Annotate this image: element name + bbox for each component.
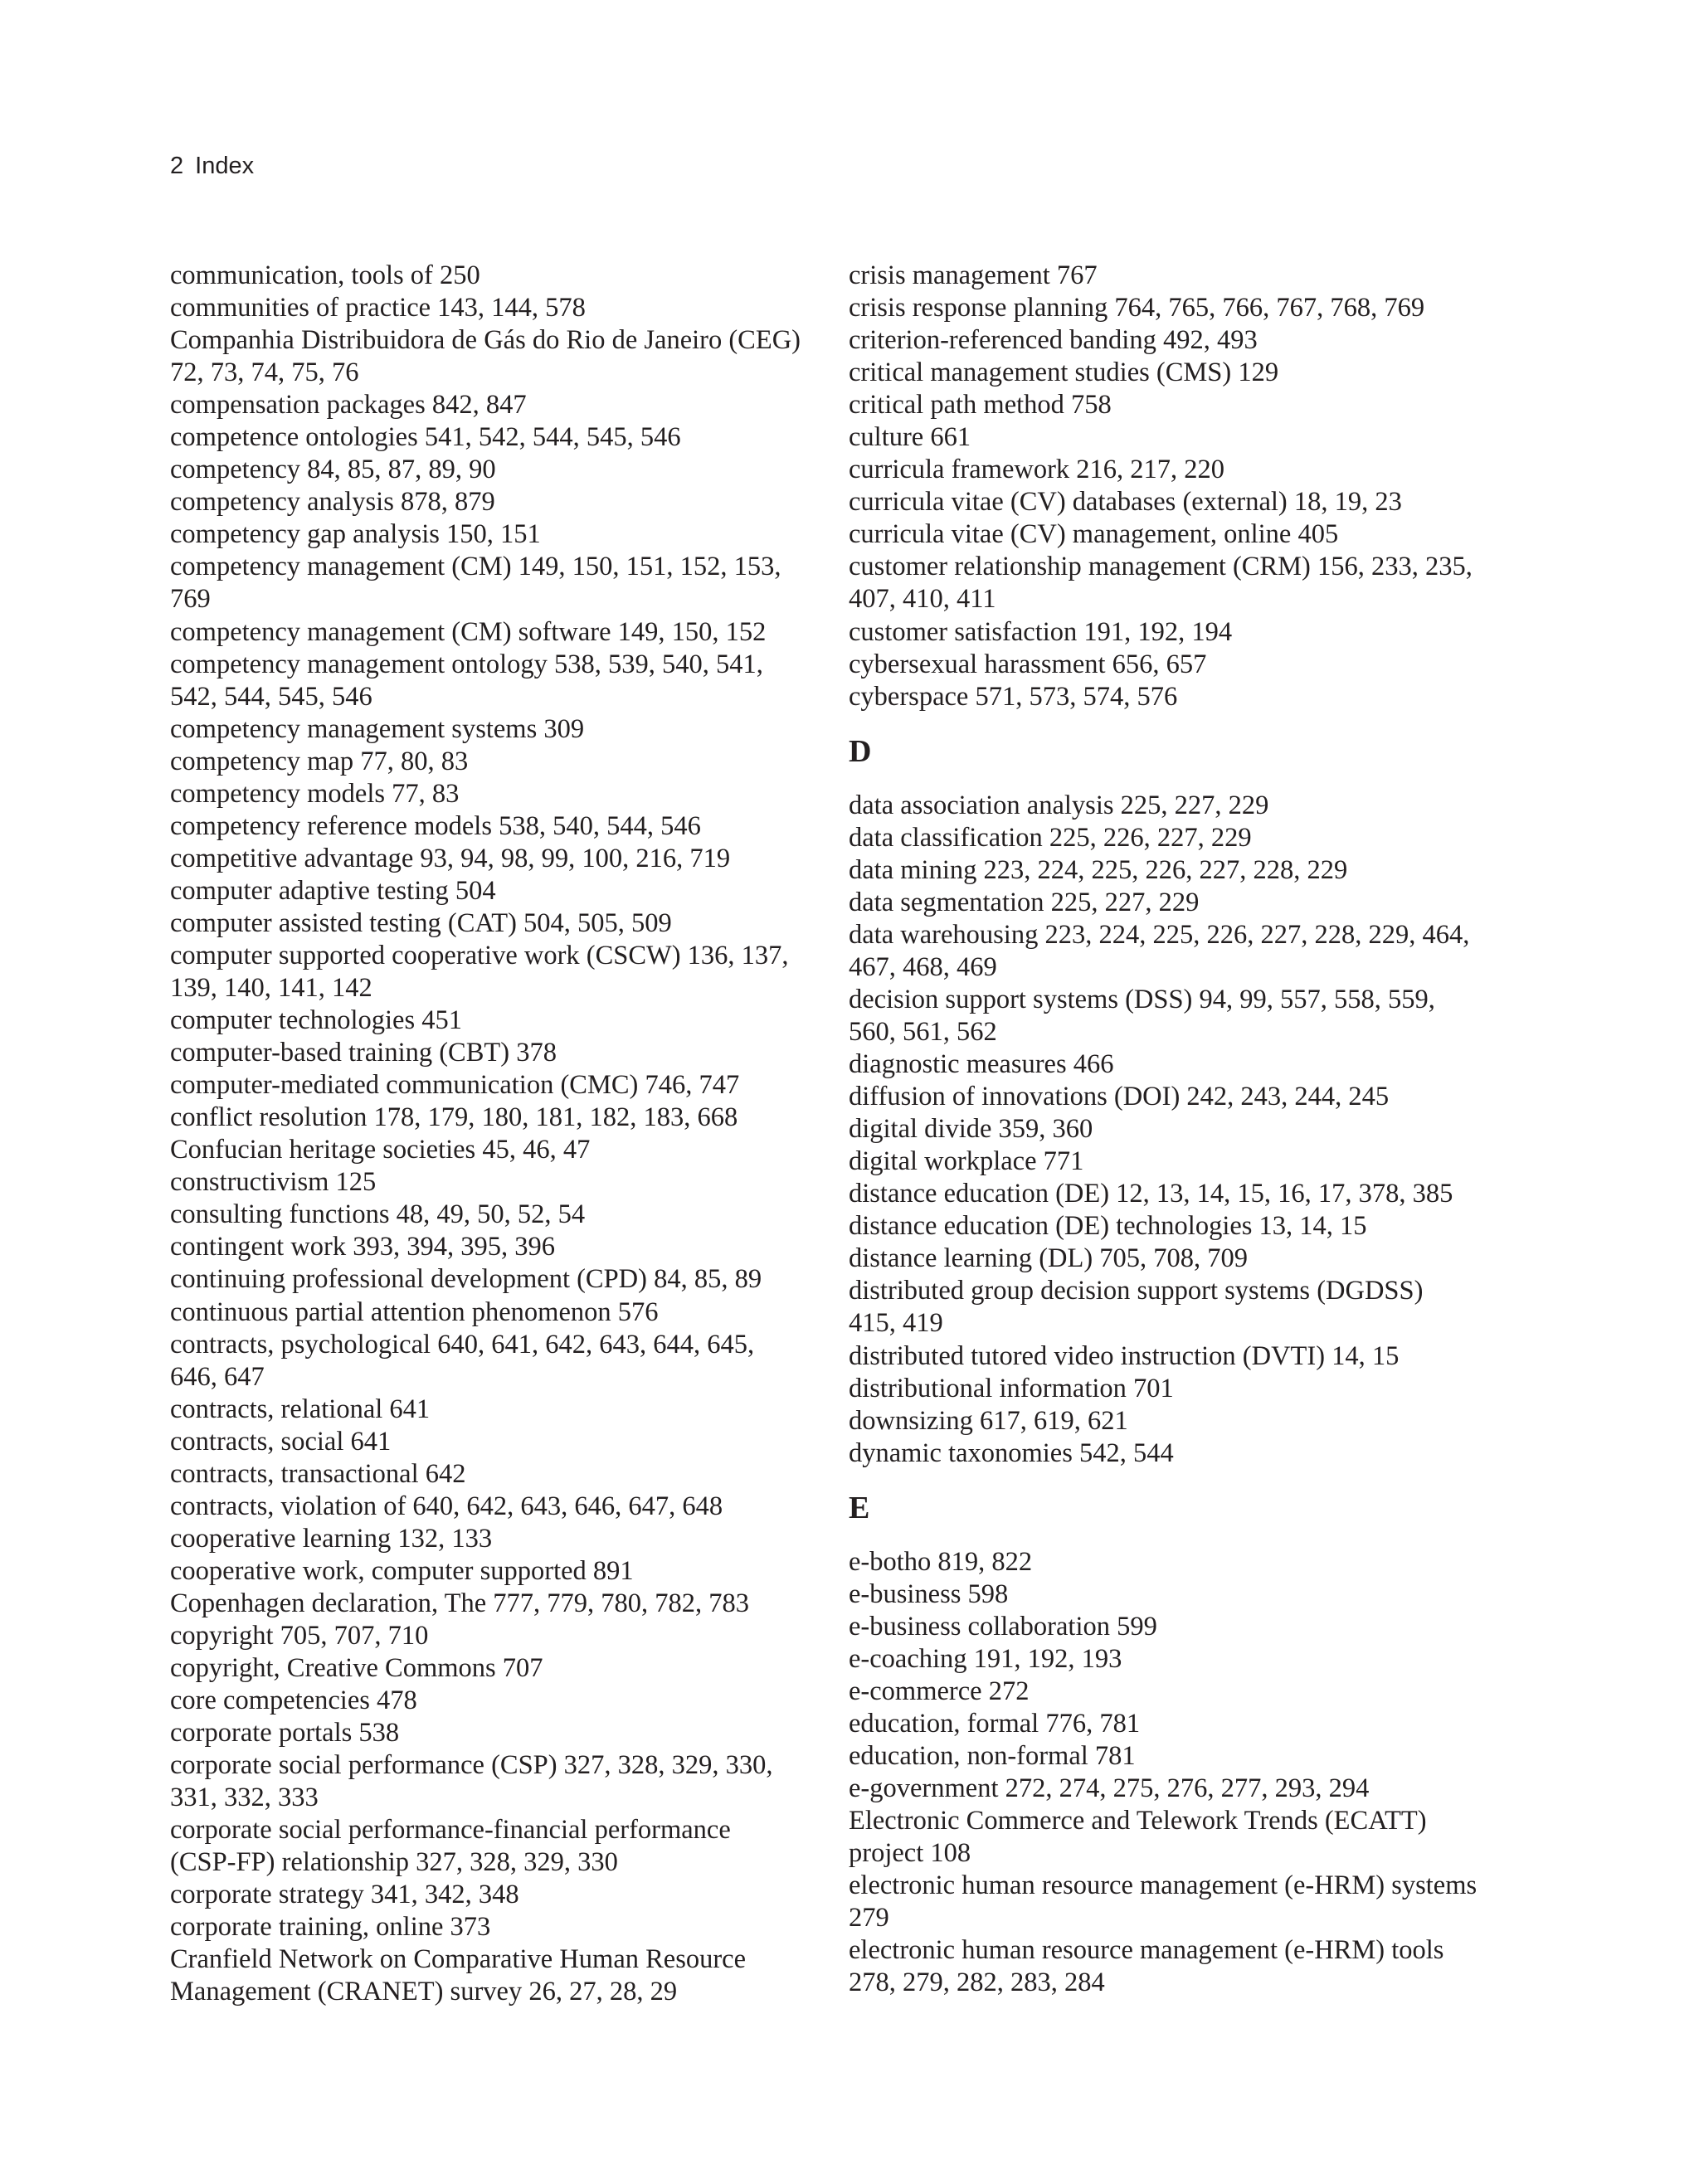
index-entry [849,887,1529,919]
index-entry-text: corporate social performance (CSP) 327, 328, 329, 330, [170,1750,773,1781]
index-entry-text: continuing professional development (CPD) 84, 85, 89 [170,1264,762,1295]
index-entry-text: competency 84, 85, 87, 89, 90 [170,455,496,485]
index-entry [170,1458,850,1491]
index-entry [170,1263,850,1296]
index-entry [170,1749,850,1814]
index-entry [849,1870,1529,1934]
index-entry [170,292,850,324]
index-entry [849,1275,1529,1340]
index-entry [170,1879,850,1911]
index-entry-text: competency reference models 538, 540, 544, 546 [170,810,701,841]
index-entry-text: computer supported cooperative work (CSCW) 136, 137, [170,940,789,970]
index-entry [849,1146,1529,1178]
index-entry-text: contracts, social 641 [170,1426,392,1457]
index-entry-text: competency models 77, 83 [170,778,460,809]
index-entry-text: cooperative work, computer supported 891 [170,1555,634,1586]
index-entry-text: consulting functions 48, 49, 50, 52, 54 [170,1199,586,1230]
index-entry [849,1373,1529,1405]
index-entry [170,518,850,551]
index-entry-continuation: 278, 279, 282, 283, 284 [849,1968,1105,1998]
index-column-right [849,260,1529,1999]
index-entry-text: copyright 705, 707, 710 [170,1620,429,1651]
index-entry-text: distributed group decision support systems (DGDSS) [849,1276,1424,1306]
index-entry-continuation: 769 [170,584,211,615]
index-entry-text: contingent work 393, 394, 395, 396 [170,1232,555,1262]
index-entry [170,324,850,389]
index-entry-text: contracts, psychological 640, 641, 642, 643, 644, 645, [170,1329,755,1360]
index-entry-text: competency gap analysis 150, 151 [170,519,541,550]
index-entry-text: data classification 225, 226, 227, 229 [849,822,1252,853]
index-entry [849,1340,1529,1373]
index-entry-text: downsizing 617, 619, 621 [849,1405,1128,1436]
index-entry-text: cybersexual harassment 656, 657 [849,649,1207,679]
index-entry [170,713,850,746]
index-entry-continuation: 331, 332, 333 [170,1783,319,1813]
index-entry-text: computer technologies 451 [170,1005,462,1036]
index-entry-text: electronic human resource management (e-HRM) tools [849,1935,1444,1966]
index-entry [849,1081,1529,1113]
index-entry-text: cyberspace 571, 573, 574, 576 [849,681,1178,712]
index-entry-text: copyright, Creative Commons 707 [170,1653,543,1684]
index-entry [170,843,850,875]
index-entry [849,616,1529,649]
index-entry-continuation: 542, 544, 545, 546 [170,681,372,712]
index-entry [849,454,1529,486]
index-entry-text: customer satisfaction 191, 192, 194 [849,616,1233,647]
page-number: 2 [170,153,184,179]
index-entry-text: customer relationship management (CRM) 156, 233, 235, [849,552,1473,582]
index-entry [170,1069,850,1102]
index-entry [170,1523,850,1555]
index-entry [849,421,1529,454]
index-entry-text: constructivism 125 [170,1167,377,1198]
index-entry-continuation: 139, 140, 141, 142 [170,973,372,1004]
running-header-title: Index [195,153,255,179]
index-entry-continuation: 467, 468, 469 [849,951,997,982]
index-entry [849,1210,1529,1243]
index-entry-text: Companhia Distribuidora de Gás do Rio de Janeiro (CEG) [170,325,801,356]
index-entry [170,1296,850,1329]
index-entry-text: corporate portals 538 [170,1718,400,1749]
index-entry [849,681,1529,713]
section-letter-heading: D [849,733,872,769]
index-entry-text: corporate strategy 341, 342, 348 [170,1880,519,1910]
index-entry [849,518,1529,551]
index-entry [849,324,1529,357]
index-entry-text: core competencies 478 [170,1685,417,1716]
index-entry-text: distance education (DE) technologies 13, 14, 15 [849,1211,1367,1242]
index-entry-text: digital workplace 771 [849,1146,1084,1177]
running-header [170,149,254,182]
index-column-left [170,260,850,2009]
index-entry [849,486,1529,518]
index-entry [849,389,1529,421]
index-entry [849,919,1529,984]
index-entry-text: communication, tools of 250 [170,260,480,290]
index-entry-text: e-business 598 [849,1578,1009,1609]
index-entry-text: computer adaptive testing 504 [170,875,496,906]
index-entry [849,1546,1529,1578]
index-entry [170,1943,850,2008]
index-entry [170,389,850,421]
index-entry-text: curricula vitae (CV) management, online 405 [849,519,1339,550]
index-entry-text: conflict resolution 178, 179, 180, 181, 182, 183, 668 [170,1102,738,1133]
index-entry-text: competency map 77, 80, 83 [170,746,469,776]
index-entry-text: culture 661 [849,422,971,453]
index-entry-text: corporate social performance-financial performance [170,1815,731,1846]
index-entry [849,649,1529,681]
index-entry-text: competency management (CM) 149, 150, 151, 152, 153, [170,552,781,582]
index-entry [170,1231,850,1263]
index-entry [849,790,1529,822]
index-entry-text: curricula framework 216, 217, 220 [849,455,1225,485]
index-entry [849,984,1529,1048]
index-entry-text: competency management (CM) software 149, 150, 152 [170,616,767,647]
index-entry [170,746,850,778]
index-entry-text: distributional information 701 [849,1373,1174,1403]
index-entry-text: data association analysis 225, 227, 229 [849,790,1269,820]
index-entry-text: compensation packages 842, 847 [170,390,527,421]
index-entry [849,822,1529,854]
index-entry [849,1437,1529,1470]
index-entry-text: data segmentation 225, 227, 229 [849,887,1200,917]
index-entry-text: crisis response planning 764, 765, 766, 767, 768, 769 [849,293,1425,323]
index-entry [170,1394,850,1426]
index-entry [170,1102,850,1134]
index-entry-text: distance learning (DL) 705, 708, 709 [849,1243,1249,1274]
index-entry-text: cooperative learning 132, 133 [170,1523,493,1554]
index-entry [170,810,850,843]
index-entry [849,1805,1529,1870]
index-entry [170,1911,850,1943]
index-entry-text: decision support systems (DSS) 94, 99, 557, 558, 559, [849,984,1435,1014]
index-entry [849,1113,1529,1146]
index-entry [849,1643,1529,1676]
index-entry-text: critical management studies (CMS) 129 [849,358,1279,388]
index-entry [170,1166,850,1199]
index-entry-text: e-business collaboration 599 [849,1611,1157,1642]
index-entry-text: competency management ontology 538, 539, 540, 541, [170,649,763,679]
index-entry [170,1134,850,1166]
index-entry [170,1491,850,1523]
index-entry-text: competency analysis 878, 879 [170,487,495,518]
index-entry [170,421,850,454]
index-entry-continuation: (CSP-FP) relationship 327, 328, 329, 330 [170,1847,618,1878]
index-entry [849,1773,1529,1805]
index-entry-text: e-botho 819, 822 [849,1546,1033,1577]
index-entry-text: computer assisted testing (CAT) 504, 505, 509 [170,907,672,938]
index-entry [849,1048,1529,1081]
index-entry-text: computer-based training (CBT) 378 [170,1038,557,1068]
index-entry [170,649,850,713]
index-entry [849,1178,1529,1210]
index-entry [170,454,850,486]
index-entry-text: electronic human resource management (e-HRM) systems [849,1870,1477,1901]
index-entry-continuation: 415, 419 [849,1308,943,1339]
index-entry [849,1243,1529,1275]
index-entry [170,1814,850,1879]
index-entry [849,551,1529,615]
index-entry [849,1405,1529,1437]
index-entry [170,1004,850,1037]
index-entry-text: Cranfield Network on Comparative Human Resource [170,1944,747,1975]
index-entry [170,260,850,292]
index-entry-text: education, non-formal 781 [849,1741,1136,1772]
index-entry-text: curricula vitae (CV) databases (external) 18, 19, 23 [849,487,1402,518]
index-entry-text: crisis management 767 [849,260,1098,290]
index-entry [849,1676,1529,1708]
index-entry-text: communities of practice 143, 144, 578 [170,293,586,323]
index-entry-text: contracts, violation of 640, 642, 643, 646, 647, 648 [170,1491,723,1521]
index-entry [849,1708,1529,1740]
index-entry [170,486,850,518]
index-entry [170,1555,850,1588]
index-entry-continuation: 72, 73, 74, 75, 76 [170,358,359,388]
index-entry-text: e-commerce 272 [849,1676,1030,1706]
index-entry-text: corporate training, online 373 [170,1912,491,1943]
index-entry-text: critical path method 758 [849,390,1112,421]
index-entry-text: digital divide 359, 360 [849,1114,1093,1145]
index-entry-text: computer-mediated communication (CMC) 746, 747 [170,1070,740,1101]
index-entry-text: contracts, relational 641 [170,1394,431,1424]
index-entry-text: e-coaching 191, 192, 193 [849,1643,1122,1674]
index-entry-text: e-government 272, 274, 275, 276, 277, 293, 294 [849,1773,1370,1804]
index-entry [170,551,850,615]
index-entry-continuation: Management (CRANET) survey 26, 27, 28, 29 [170,1977,678,2007]
index-entry [170,1426,850,1458]
index-entry-text: competence ontologies 541, 542, 544, 545, 546 [170,422,681,453]
index-entry [170,1329,850,1394]
index-entry-text: contracts, transactional 642 [170,1458,466,1489]
index-entry [170,1652,850,1685]
index-entry [170,1620,850,1652]
index-entry-continuation: 646, 647 [170,1361,265,1392]
index-entry [170,778,850,810]
index-entry [170,940,850,1004]
index-entry-text: dynamic taxonomies 542, 544 [849,1437,1174,1468]
index-entry-continuation: project 108 [849,1838,971,1869]
index-entry-continuation: 407, 410, 411 [849,584,996,615]
index-entry [849,1611,1529,1643]
index-entry-text: Electronic Commerce and Telework Trends (ECATT) [849,1806,1427,1836]
index-entry-text: distributed tutored video instruction (DVTI) 14, 15 [849,1340,1400,1371]
index-entry [170,1588,850,1620]
index-entry-text: competitive advantage 93, 94, 98, 99, 100, 216, 719 [170,843,731,873]
index-entry-continuation: 560, 561, 562 [849,1017,997,1048]
index-entry [170,1037,850,1069]
index-entry-text: diagnostic measures 466 [849,1049,1114,1080]
index-entry-continuation: 279 [849,1903,889,1933]
index-entry [849,357,1529,389]
index-entry-text: competency management systems 309 [170,713,585,744]
section-letter-heading: E [849,1490,870,1525]
index-entry [170,616,850,649]
index-entry [849,854,1529,887]
index-entry [170,907,850,940]
index-entry-text: data warehousing 223, 224, 225, 226, 227, 228, 229, 464, [849,919,1470,950]
index-entry [170,1685,850,1717]
index-entry [849,1740,1529,1773]
index-entry [170,1717,850,1749]
index-entry-text: data mining 223, 224, 225, 226, 227, 228, 229 [849,854,1348,885]
index-entry-text: criterion-referenced banding 492, 493 [849,325,1258,356]
index-entry [170,1199,850,1231]
index-entry [849,1578,1529,1611]
index-entry-text: continuous partial attention phenomenon 576 [170,1296,659,1327]
index-entry-text: distance education (DE) 12, 13, 14, 15, 16, 17, 378, 385 [849,1179,1453,1209]
index-entry-text: Confucian heritage societies 45, 46, 47 [170,1135,591,1165]
index-entry [849,260,1529,292]
index-entry [849,1934,1529,1999]
index-entry [849,292,1529,324]
index-entry-text: education, formal 776, 781 [849,1708,1141,1739]
index-entry-text: diffusion of innovations (DOI) 242, 243, 244, 245 [849,1082,1390,1112]
index-entry [170,875,850,907]
index-entry-text: Copenhagen declaration, The 777, 779, 780, 782, 783 [170,1588,750,1618]
